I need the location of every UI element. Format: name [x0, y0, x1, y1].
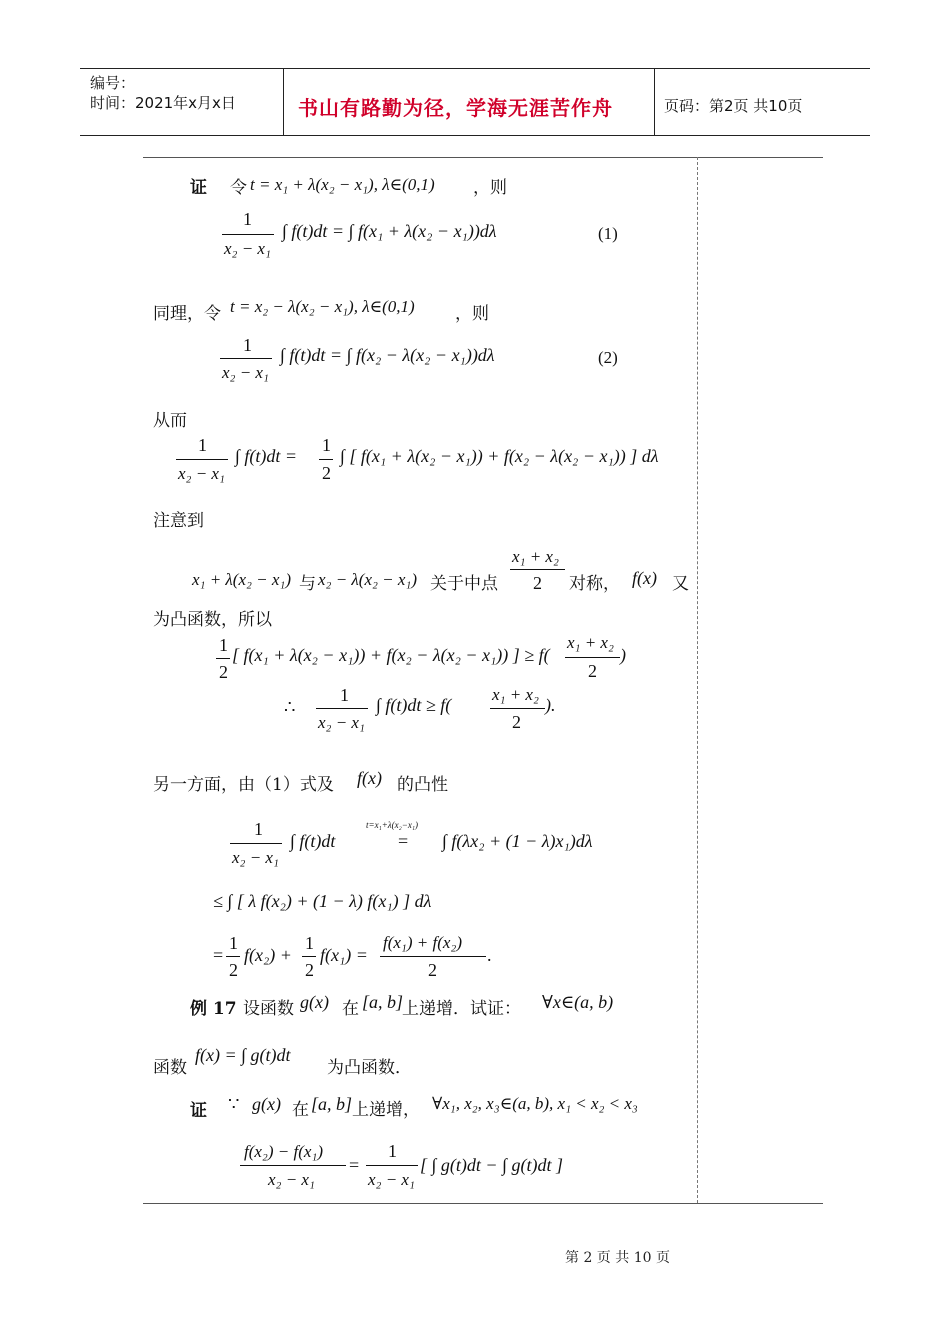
sym-again: 又 — [672, 574, 689, 594]
sym-symm: 对称， — [569, 574, 620, 594]
sym-mid-num: x₁ + x₂ — [512, 547, 559, 566]
eq7-h-num: 1 — [388, 1141, 397, 1161]
eq7-frac-bar — [240, 1165, 346, 1166]
eq1-frac-bar — [222, 234, 274, 235]
other-conv: 的凸性 — [397, 775, 448, 795]
header-divider-2 — [654, 68, 655, 136]
note-text: 注意到 — [153, 511, 204, 531]
eq1-num: 1 — [243, 209, 252, 229]
eq7-num: f(x₂) − f(x₁) — [244, 1142, 323, 1161]
eq2-den: x₂ − x₁ — [222, 363, 269, 382]
eq6-h1-num: 1 — [229, 933, 238, 953]
ex17-forall: ∀x∈(a, b) — [542, 992, 614, 1012]
eq4-over: t=x₁+λ(x₂−x₁) — [366, 820, 418, 830]
other-side-text: 另一方面，由（1）式及 — [153, 775, 334, 795]
sym-mid-bar — [510, 569, 565, 570]
margin-dashed-line — [697, 157, 698, 1203]
ineq1-mid-bar — [565, 657, 620, 658]
eq3-half-bar — [319, 459, 333, 460]
proof3-inc: 上递增， — [352, 1100, 420, 1120]
eq7-rhs: [ ∫ g(t)dt − ∫ g(t)dt ] — [420, 1155, 563, 1175]
eq6-f-num: f(x₁) + f(x₂) — [383, 933, 462, 952]
ineq2-close: ). — [545, 695, 556, 715]
eq3-body: ∫ f(t)dt = — [235, 446, 298, 466]
eq6-f-bar — [380, 956, 486, 957]
ineq1-half-num: 1 — [219, 635, 228, 655]
eq3-half-num: 1 — [322, 435, 331, 455]
sym-f: f(x) — [632, 568, 657, 588]
eq4-num: 1 — [254, 819, 263, 839]
sym-about: 关于中点 — [430, 574, 498, 594]
ineq1-body: [ f(x₁ + λ(x₂ − x₁)) + f(x₂ − λ(x₂ − x₁)) ] ≥ f( — [232, 645, 550, 665]
similarly-text: 同理，令 — [153, 304, 221, 324]
header-divider-1 — [283, 68, 284, 136]
proof3-g: g(x) — [252, 1094, 281, 1114]
substitution-2: t = x₂ − λ(x₂ − x₁), λ∈(0,1) — [230, 297, 415, 316]
proof3-because: ∵ — [228, 1094, 240, 1114]
ex17-g: g(x) — [300, 992, 329, 1012]
ineq1-half-bar — [216, 658, 230, 659]
eq6-h2-bar — [302, 956, 316, 957]
eq1-body: ∫ f(t)dt = ∫ f(x₁ + λ(x₂ − x₁))dλ — [282, 221, 497, 241]
eq6-f-den: 2 — [428, 960, 437, 980]
proof3-in: 在 — [292, 1100, 309, 1120]
page-info: 页码：第2页 共10页 — [664, 97, 803, 115]
eq7-den: x₂ − x₁ — [268, 1170, 315, 1189]
ineq2-mid-num: x₁ + x₂ — [492, 685, 539, 704]
ex17-label: 例 17 — [190, 999, 237, 1019]
ineq1-mid-den: 2 — [588, 661, 597, 681]
ineq2-num: 1 — [340, 685, 349, 705]
sym-with: 与 — [299, 574, 316, 594]
ex17-ab: [a, b] — [362, 992, 404, 1012]
ineq2-body: ∫ f(t)dt ≥ f( — [376, 695, 452, 715]
convex-line: 为凸函数，所以 — [153, 610, 272, 630]
sym-b: x₂ − λ(x₂ − x₁) — [318, 570, 417, 589]
eq4-body: ∫ f(t)dt — [290, 831, 336, 851]
time-label: 时间：2021年x月x日 — [90, 94, 236, 112]
ineq2-mid-den: 2 — [512, 712, 521, 732]
proof2-then: ，则 — [455, 304, 489, 324]
proof3-cond: ∀x₁, x₂, x₃∈(a, b), x₁ < x₂ < x₃ — [432, 1094, 638, 1113]
eq2-number: (2) — [598, 348, 618, 367]
eq4-frac-bar — [230, 843, 282, 844]
eq7-h-bar — [366, 1165, 418, 1166]
eq6-h2-num: 1 — [305, 933, 314, 953]
eq3-half-den: 2 — [322, 463, 331, 483]
sym-mid-den: 2 — [533, 573, 542, 593]
eq6-t2: f(x₁) = — [320, 945, 368, 965]
eq6-h1-bar — [226, 956, 240, 957]
eq7-eq: = — [349, 1155, 360, 1175]
eq3-frac-bar — [176, 459, 228, 460]
eq4-den: x₂ − x₁ — [232, 848, 279, 867]
ex17-text2: 上递增．试证： — [402, 999, 521, 1019]
top-rule — [143, 157, 823, 158]
eq2-body: ∫ f(t)dt = ∫ f(x₂ − λ(x₂ − x₁))dλ — [280, 345, 495, 365]
ex17-def: f(x) = ∫ g(t)dt — [195, 1045, 291, 1065]
header-top-border — [80, 68, 870, 69]
ineq1-close: ) — [620, 645, 626, 665]
eq4-rhs: ∫ f(λx₂ + (1 − λ)x₁)dλ — [442, 831, 593, 851]
eq1-number: (1) — [598, 224, 618, 243]
ineq1-mid-num: x₁ + x₂ — [567, 633, 614, 652]
ex17-func: 函数 — [153, 1058, 187, 1078]
equation-5: ≤ ∫ [ λ f(x₂) + (1 − λ) f(x₁) ] dλ — [213, 891, 432, 911]
eq6-h2-den: 2 — [305, 960, 314, 980]
number-label: 编号： — [90, 74, 136, 92]
page-footer: 第 2 页 共 10 页 — [565, 1250, 670, 1266]
proof3-label: 证 — [190, 1101, 207, 1121]
header-bottom-border — [80, 135, 870, 136]
proof-label: 证 — [190, 178, 207, 198]
therefore-symbol: ∴ — [284, 697, 296, 717]
eq3-rhs: ∫ [ f(x₁ + λ(x₂ − x₁)) + f(x₂ − λ(x₂ − x₁)) ] dλ — [340, 446, 659, 466]
ex17-in: 在 — [342, 999, 359, 1019]
proof3-ab: [a, b] — [311, 1094, 353, 1114]
eq1-den: x₂ − x₁ — [224, 239, 271, 258]
eq4-eq: = — [398, 831, 409, 851]
eq6-t1: f(x₂) + — [244, 945, 292, 965]
eq6-h1-den: 2 — [229, 960, 238, 980]
hence-text: 从而 — [153, 411, 187, 431]
proof-then: ，则 — [473, 178, 507, 198]
motto: 书山有路勤为径，学海无涯苦作舟 — [298, 96, 613, 120]
other-f: f(x) — [357, 768, 382, 788]
ex17-text1: 设函数 — [243, 999, 294, 1019]
eq7-h-den: x₂ − x₁ — [368, 1170, 415, 1189]
eq3-num: 1 — [198, 435, 207, 455]
proof-let: 令 — [230, 178, 247, 198]
eq3-den: x₂ − x₁ — [178, 464, 225, 483]
eq2-frac-bar — [220, 358, 272, 359]
ineq2-frac-bar — [316, 708, 368, 709]
eq2-num: 1 — [243, 335, 252, 355]
ineq2-den: x₂ − x₁ — [318, 713, 365, 732]
sym-a: x₁ + λ(x₂ − x₁) — [192, 570, 291, 589]
bottom-rule — [143, 1203, 823, 1204]
eq6-eq: = — [213, 945, 224, 965]
ex17-conv: 为凸函数． — [327, 1058, 412, 1078]
ineq1-half-den: 2 — [219, 662, 228, 682]
eq6-dot: . — [487, 945, 492, 965]
substitution-1: t = x₁ + λ(x₂ − x₁), λ∈(0,1) — [250, 175, 435, 194]
ineq2-mid-bar — [490, 708, 545, 709]
